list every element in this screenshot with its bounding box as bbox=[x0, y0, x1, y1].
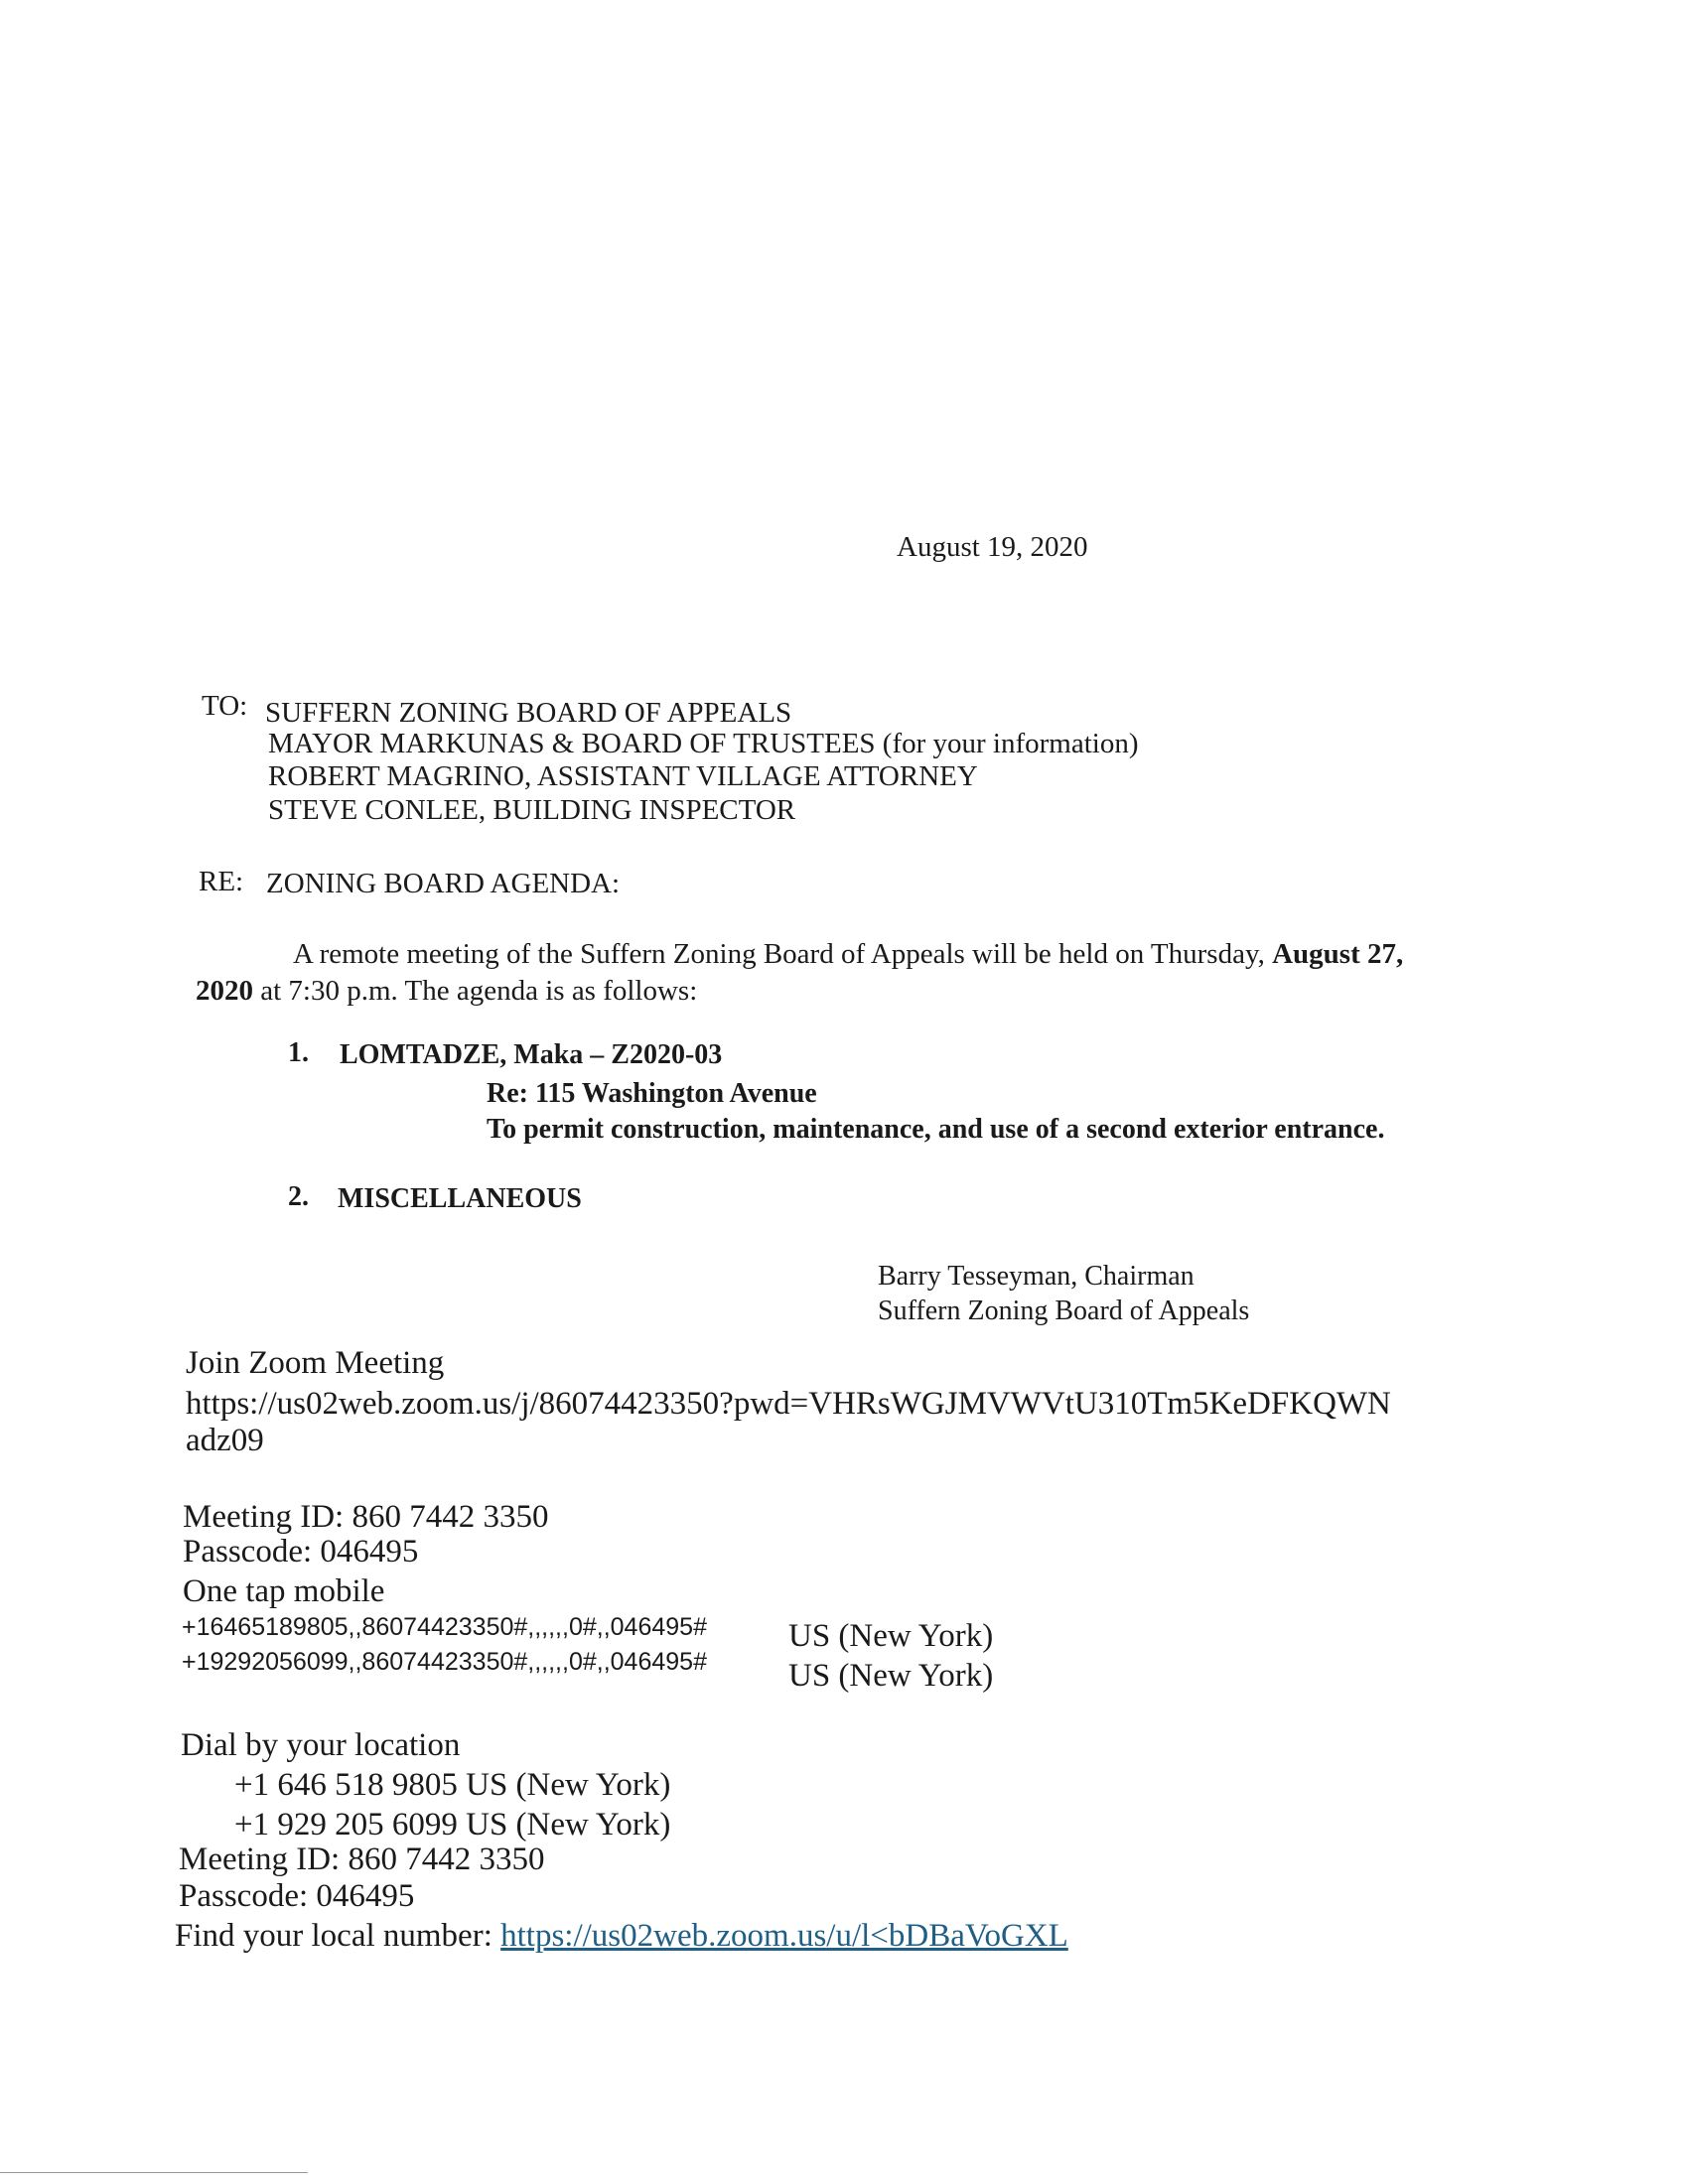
one-tap-location: US (New York) bbox=[788, 1658, 994, 1694]
find-local-link[interactable]: https://us02web.zoom.us/u/l<bDBaVoGXL bbox=[500, 1918, 1068, 1954]
zoom-join-title: Join Zoom Meeting bbox=[186, 1345, 445, 1381]
find-local-number bbox=[175, 1918, 1068, 1955]
one-tap-title: One tap mobile bbox=[183, 1573, 385, 1609]
agenda-item-title: LOMTADZE, Maka – Z2020-03 bbox=[340, 1039, 723, 1070]
intro-text: A remote meeting of the Suffern Zoning Board of Appeals will be held on Thursday, bbox=[293, 938, 1273, 970]
zoom-passcode-repeat: Passcode: 046495 bbox=[179, 1878, 415, 1914]
footer-rule bbox=[0, 2172, 308, 2173]
one-tap-location: US (New York) bbox=[788, 1618, 994, 1654]
recipient-inspector: STEVE CONLEE, BUILDING INSPECTOR bbox=[268, 794, 796, 826]
one-tap-number[interactable]: +16465189805,,86074423350#,,,,,,0#,,046495# bbox=[182, 1613, 707, 1641]
find-local-label: Find your local number: bbox=[175, 1918, 501, 1954]
one-tap-number[interactable]: +19292056099,,86074423350#,,,,,,0#,,046495# bbox=[182, 1648, 707, 1676]
recipient-zba: SUFFERN ZONING BOARD OF APPEALS bbox=[265, 697, 792, 729]
zoom-meeting-id: Meeting ID: 860 7442 3350 bbox=[183, 1499, 549, 1535]
to-label: TO: bbox=[202, 690, 248, 722]
agenda-item-number: 2. bbox=[288, 1181, 309, 1212]
agenda-item-address: Re: 115 Washington Avenue bbox=[487, 1078, 817, 1109]
recipient-mayor: MAYOR MARKUNAS & BOARD OF TRUSTEES (for your information) bbox=[268, 728, 1139, 759]
meeting-date: August 27, bbox=[1272, 938, 1404, 970]
agenda-item-title: MISCELLANEOUS bbox=[338, 1183, 582, 1214]
agenda-item-number: 1. bbox=[288, 1037, 309, 1068]
intro-line-1 bbox=[293, 938, 1403, 971]
zoom-join-url-continued[interactable]: adz09 bbox=[186, 1423, 264, 1458]
signature-org: Suffern Zoning Board of Appeals bbox=[878, 1296, 1250, 1326]
re-label: RE: bbox=[199, 866, 244, 897]
signature-name: Barry Tesseyman, Chairman bbox=[878, 1261, 1195, 1292]
zoom-join-url[interactable]: https://us02web.zoom.us/j/86074423350?pwd=VHRsWGJMVWVtU310Tm5KeDFKQWN bbox=[186, 1386, 1391, 1422]
zoom-meeting-id-repeat: Meeting ID: 860 7442 3350 bbox=[179, 1842, 545, 1877]
intro-line-2 bbox=[196, 975, 697, 1008]
dial-title: Dial by your location bbox=[181, 1727, 461, 1763]
meeting-year: 2020 bbox=[196, 975, 253, 1007]
dial-number: +1 646 518 9805 US (New York) bbox=[234, 1767, 671, 1803]
re-subject: ZONING BOARD AGENDA: bbox=[266, 868, 621, 899]
intro-time-text: at 7:30 p.m. The agenda is as follows: bbox=[253, 975, 698, 1007]
recipient-attorney: ROBERT MAGRINO, ASSISTANT VILLAGE ATTORNEY bbox=[268, 760, 978, 792]
letter-date: August 19, 2020 bbox=[897, 531, 1088, 563]
zoom-passcode: Passcode: 046495 bbox=[183, 1534, 419, 1570]
agenda-item-description: To permit construction, maintenance, and use of a second exterior entrance. bbox=[487, 1114, 1385, 1145]
dial-number: +1 929 205 6099 US (New York) bbox=[234, 1807, 671, 1843]
